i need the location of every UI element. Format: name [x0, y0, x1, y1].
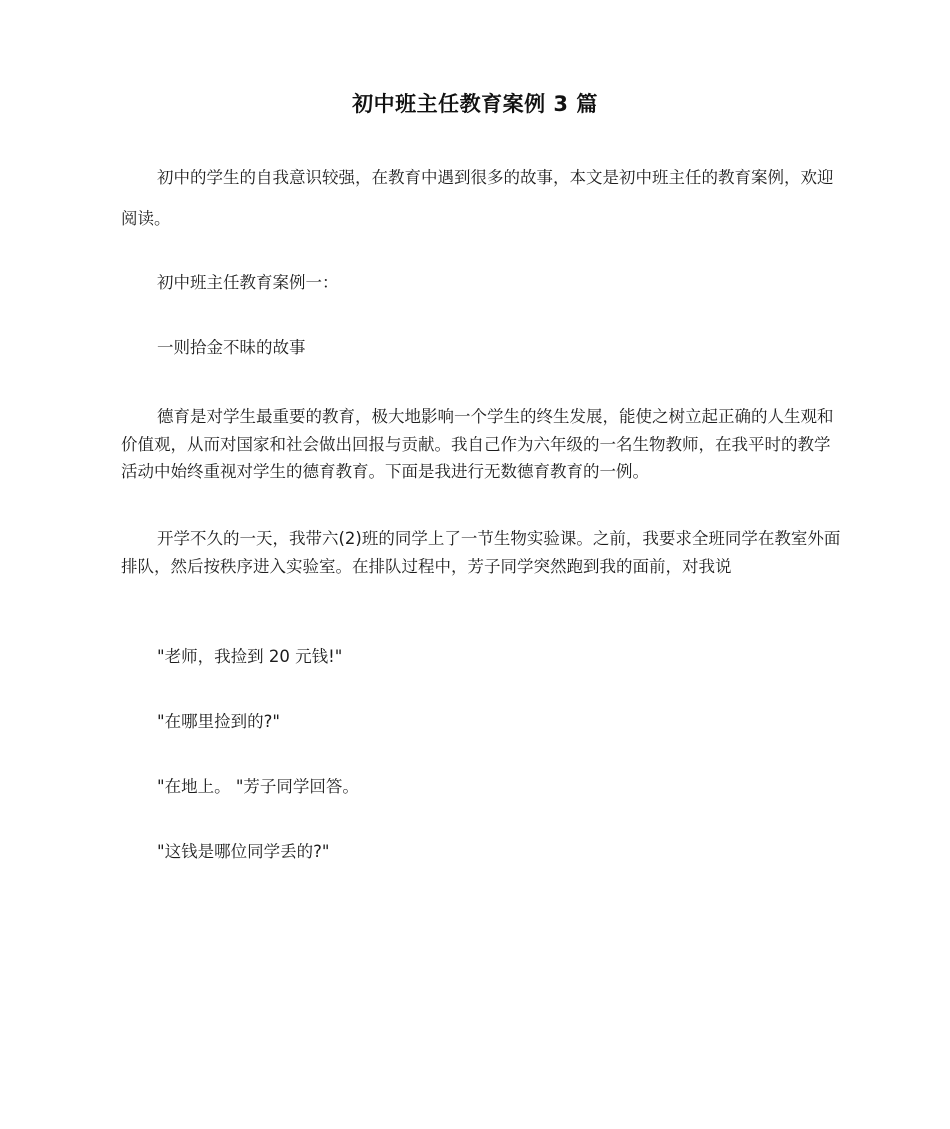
dialogue-line-1: "老师，我捡到 20 元钱!" [157, 647, 343, 666]
case-one-heading: 初中班主任教育案例一： [157, 273, 339, 292]
dialogue-line-3: "在地上。 "芳子同学回答。 [157, 777, 359, 796]
lab-class-paragraph: 开学不久的一天，我带六(2)班的同学上了一节生物实验课。之前，我要求全班同学在教室外面排队，然后按秩序进入实验室。在排队过程中，芳子同学突然跑到我的面前，对我说 [121, 529, 841, 576]
dialogue-line-2: "在哪里捡到的?" [157, 712, 280, 731]
dialogue-line-4: "这钱是哪位同学丢的?" [157, 842, 330, 861]
document-title: 初中班主任教育案例 3 篇 [352, 92, 598, 116]
intro-paragraph: 初中的学生的自我意识较强，在教育中遇到很多的故事，本文是初中班主任的教育案例，欢迎阅读。 [121, 168, 834, 228]
story-title: 一则拾金不昧的故事 [157, 338, 306, 357]
moral-education-paragraph: 德育是对学生最重要的教育，极大地影响一个学生的终生发展，能使之树立起正确的人生观和价值观，从而对国家和社会做出回报与贡献。我自己作为六年级的一名生物教师，在我平时的教学活动中始终重视对学生的德育教育。下面是我进行无数德育教育的一例。 [121, 407, 834, 481]
